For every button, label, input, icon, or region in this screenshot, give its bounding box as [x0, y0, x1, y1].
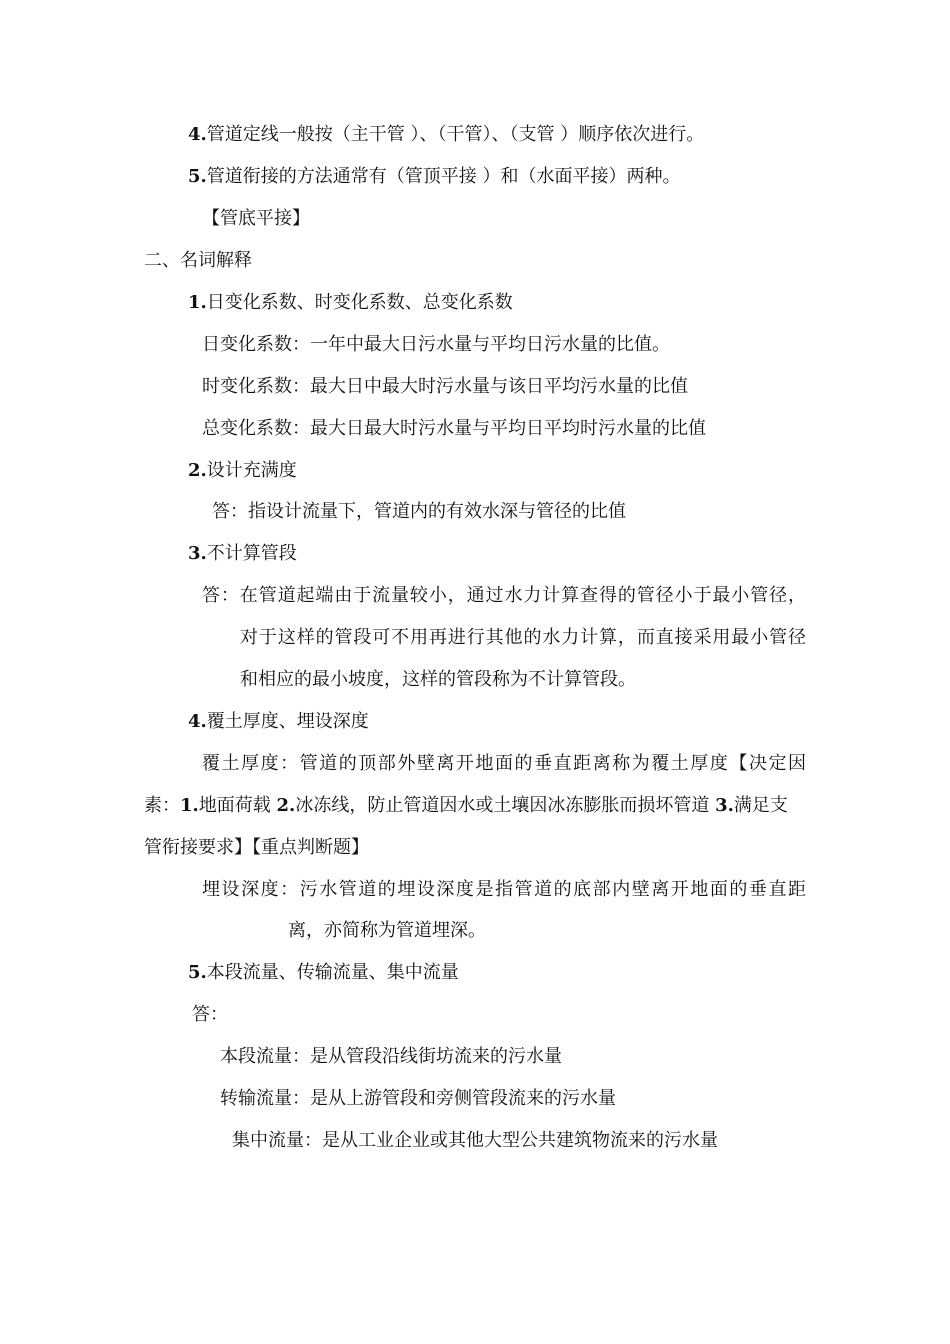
term-4-cover-line-2 — [144, 795, 788, 817]
term-number: 4. — [188, 711, 207, 732]
text-segment: 冰冻线，防止管道因水或土壤因冰冻膨胀而损坏管道 — [295, 795, 716, 816]
fill-blank-note: 【管底平接】 — [202, 208, 310, 229]
item-text: 管道衔接的方法通常有（管顶平接 ）和（水面平接）两种。 — [206, 166, 681, 187]
term-1-definition-hourly: 时变化系数：最大日中最大时污水量与该日平均污水量的比值 — [202, 376, 688, 397]
term-heading-2 — [188, 460, 297, 482]
item-number: 5. — [188, 166, 207, 187]
term-5-line-concentrated-flow: 集中流量：是从工业企业或其他大型公共建筑物流来的污水量 — [232, 1130, 718, 1151]
term-heading-4 — [188, 711, 369, 733]
text-segment: 地面荷载 — [198, 795, 277, 816]
term-3-answer-line-3: 和相应的最小坡度，这样的管段称为不计算管段。 — [240, 669, 636, 690]
factor-number: 3. — [715, 795, 734, 816]
term-5-answer-label: 答： — [192, 1004, 228, 1025]
term-title: 本段流量、传输流量、集中流量 — [206, 962, 459, 983]
term-2-answer: 答：指设计流量下，管道内的有效水深与管径的比值 — [212, 501, 626, 522]
factor-number: 1. — [180, 795, 199, 816]
term-number: 5. — [188, 962, 207, 983]
term-heading-5 — [188, 962, 459, 984]
fill-blank-item-4 — [188, 124, 704, 146]
item-text: 管道定线一般按（主干管 ）、（干管）、（支管 ）顺序依次进行。 — [206, 124, 705, 145]
term-3-answer-line-2: 对于这样的管段可不用再进行其他的水力计算，而直接采用最小管径 — [240, 627, 806, 648]
section-heading: 二、名词解释 — [144, 250, 252, 271]
term-title: 设计充满度 — [206, 460, 297, 481]
term-3-answer-line-1: 答：在管道起端由于流量较小，通过水力计算查得的管径小于最小管径， — [202, 585, 806, 606]
term-number: 1. — [188, 292, 207, 313]
term-4-cover-line-3: 管衔接要求】【重点判断题】 — [144, 837, 369, 858]
term-5-line-segment-flow: 本段流量：是从管段沿线街坊流来的污水量 — [220, 1046, 562, 1067]
term-heading-1 — [188, 292, 513, 314]
term-title: 不计算管段 — [206, 543, 297, 564]
term-4-cover-line-1: 覆土厚度：管道的顶部外壁离开地面的垂直距离称为覆土厚度【决定因 — [202, 753, 806, 774]
fill-blank-item-5 — [188, 166, 681, 188]
factor-number: 2. — [276, 795, 296, 816]
item-number: 4. — [188, 124, 207, 145]
text-segment: 素： — [144, 795, 180, 816]
term-5-line-transit-flow: 转输流量：是从上游管段和旁侧管段流来的污水量 — [220, 1088, 616, 1109]
term-heading-3 — [188, 543, 297, 565]
term-title: 覆土厚度、埋设深度 — [206, 711, 369, 732]
term-1-definition-daily: 日变化系数：一年中最大日污水量与平均日污水量的比值。 — [202, 334, 670, 355]
term-number: 3. — [188, 543, 207, 564]
text-segment: 满足支 — [733, 795, 788, 816]
term-title: 日变化系数、时变化系数、总变化系数 — [206, 292, 513, 313]
term-number: 2. — [188, 460, 207, 481]
term-1-definition-total: 总变化系数：最大日最大时污水量与平均日平均时污水量的比值 — [202, 418, 706, 439]
term-4-depth-line-2: 离，亦简称为管道埋深。 — [288, 920, 486, 941]
term-4-depth-line-1: 埋设深度：污水管道的埋设深度是指管道的底部内壁离开地面的垂直距 — [202, 879, 806, 900]
